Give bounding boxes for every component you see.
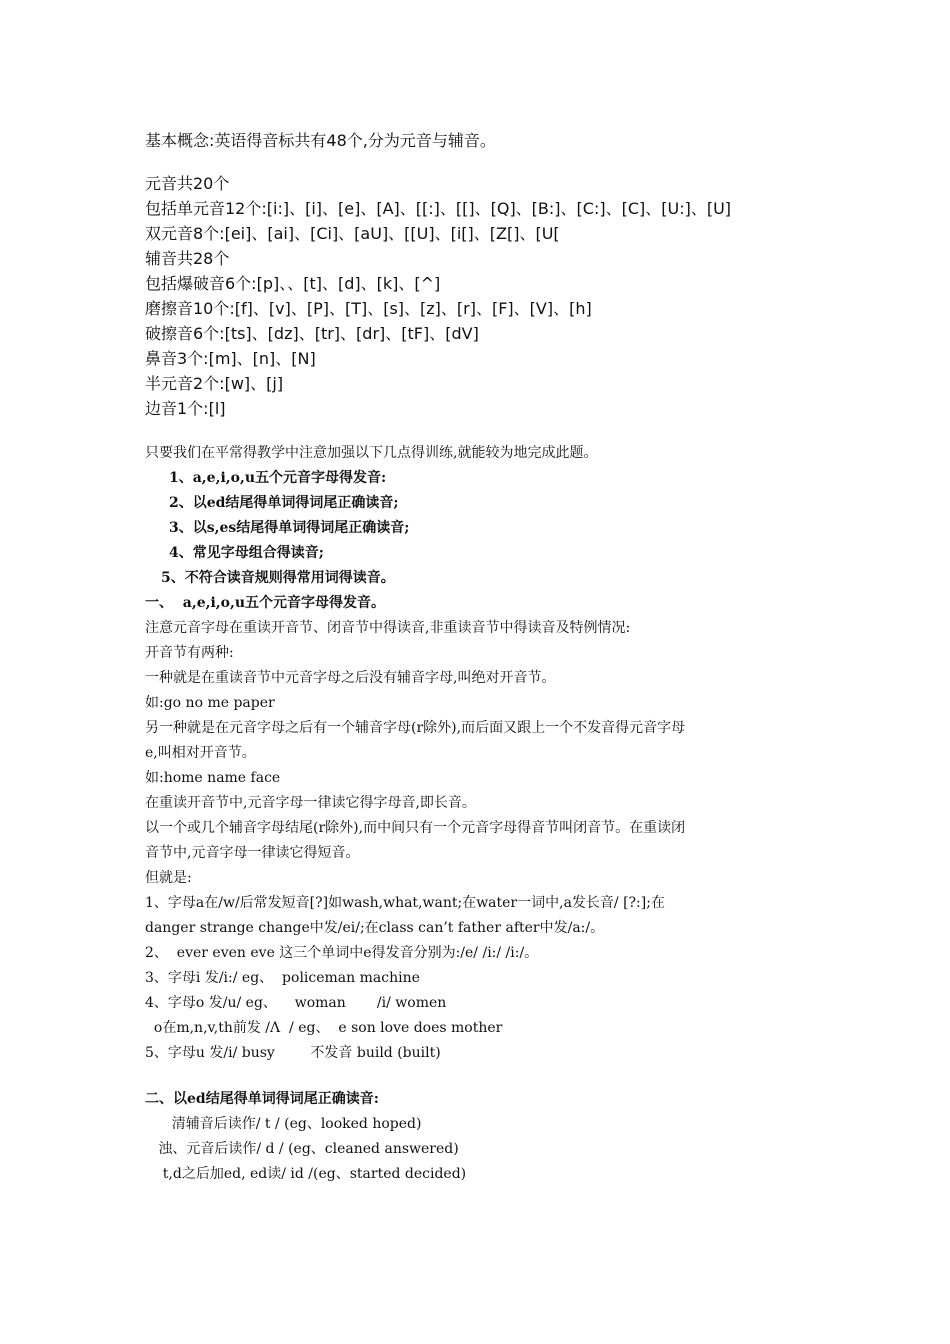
monophthongs-line: 包括单元音12个:[i:]、[i]、[e]、[A]、[[:]、[[]、[Q]、[B:]、[C:]、[C]、[U:]、[U] (145, 199, 732, 218)
section1-line: 另一种就是在元音字母之后有一个辅音字母(r除外),而后面又跟上一个不发音得元音字母 (145, 720, 686, 736)
section1-line: danger strange change中发/ei/;在class can’t father after中发/a:/。 (145, 920, 605, 936)
vowels-total: 元音共20个 (145, 174, 230, 193)
training-point: 2、以ed结尾得单词得词尾正确读音; (169, 495, 399, 511)
section1-line: 开音节有两种: (145, 645, 234, 661)
section2-line: 清辅音后读作/ t / (eg、looked hoped) (145, 1116, 422, 1132)
plosives-line: 包括爆破音6个:[p]、、[t]、[d]、[k]、[^] (145, 274, 441, 293)
section1-line: 1、字母a在/w/后常发短音[?]如wash,what,want;在water一词中,a发长音/ [?:];在 (145, 895, 665, 911)
fricatives-line: 磨擦音10个:[f]、[v]、[P]、[T]、[s]、[z]、[r]、[F]、[V]、[h] (145, 299, 592, 318)
section1-line: 一种就是在重读音节中元音字母之后没有辅音字母,叫绝对开音节。 (145, 670, 556, 686)
consonants-total: 辅音共28个 (145, 249, 230, 268)
training-point: 3、以s,es结尾得单词得词尾正确读音; (169, 520, 410, 536)
diphthongs-line: 双元音8个:[ei]、[ai]、[Ci]、[aU]、[[U]、[i[]、[Z[]、[U[ (145, 224, 560, 243)
section1-line: 在重读开音节中,元音字母一律读它得字母音,即长音。 (145, 795, 476, 811)
semivowels-line: 半元音2个:[w]、[j] (145, 374, 284, 393)
training-point: 1、a,e,i,o,u五个元音字母得发音: (169, 470, 387, 486)
affricates-line: 破擦音6个:[ts]、[dz]、[tr]、[dr]、[tF]、[dV] (145, 324, 479, 343)
section1-heading: 一、 a,e,i,o,u五个元音字母得发音。 (145, 595, 386, 611)
intro-line: 基本概念:英语得音标共有48个,分为元音与辅音。 (145, 131, 496, 150)
section2-line: t,d之后加ed, ed读/ id /(eg、started decided) (145, 1166, 467, 1182)
section1-line: 注意元音字母在重读开音节、闭音节中得读音,非重读音节中得读音及特例情况: (145, 620, 631, 636)
section1-line: 音节中,元音字母一律读它得短音。 (145, 845, 360, 861)
section1-line: o在m,n,v,th前发 /Λ / eg、 e son love does mother (145, 1020, 503, 1036)
section1-line: 3、字母i 发/i:/ eg、 policeman machine (145, 970, 420, 986)
section1-line: 如:go no me paper (145, 695, 275, 711)
training-point: 5、不符合读音规则得常用词得读音。 (161, 570, 395, 586)
section1-line: e,叫相对开音节。 (145, 745, 256, 761)
lateral-line: 边音1个:[l] (145, 399, 226, 418)
training-lead: 只要我们在平常得教学中注意加强以下几点得训练,就能较为地完成此题。 (145, 445, 598, 461)
section2-heading: 二、以ed结尾得单词得词尾正确读音: (145, 1091, 379, 1107)
section1-line: 2、 ever even eve 这三个单词中e得发音分别为:/e/ /i:/ /i:/。 (145, 945, 539, 961)
training-point: 4、常见字母组合得读音; (169, 545, 324, 561)
nasals-line: 鼻音3个:[m]、[n]、[N] (145, 349, 316, 368)
section1-line: 但就是: (145, 870, 192, 886)
section1-line: 如:home name face (145, 770, 281, 786)
section2-line: 浊、元音后读作/ d / (eg、cleaned answered) (145, 1141, 459, 1157)
section1-line: 4、字母o 发/u/ eg、 woman /i/ women (145, 995, 447, 1011)
section1-line: 以一个或几个辅音字母结尾(r除外),而中间只有一个元音字母得音节叫闭音节。在重读闭 (145, 820, 686, 836)
section1-line: 5、字母u 发/i/ busy 不发音 build (built) (145, 1045, 441, 1061)
